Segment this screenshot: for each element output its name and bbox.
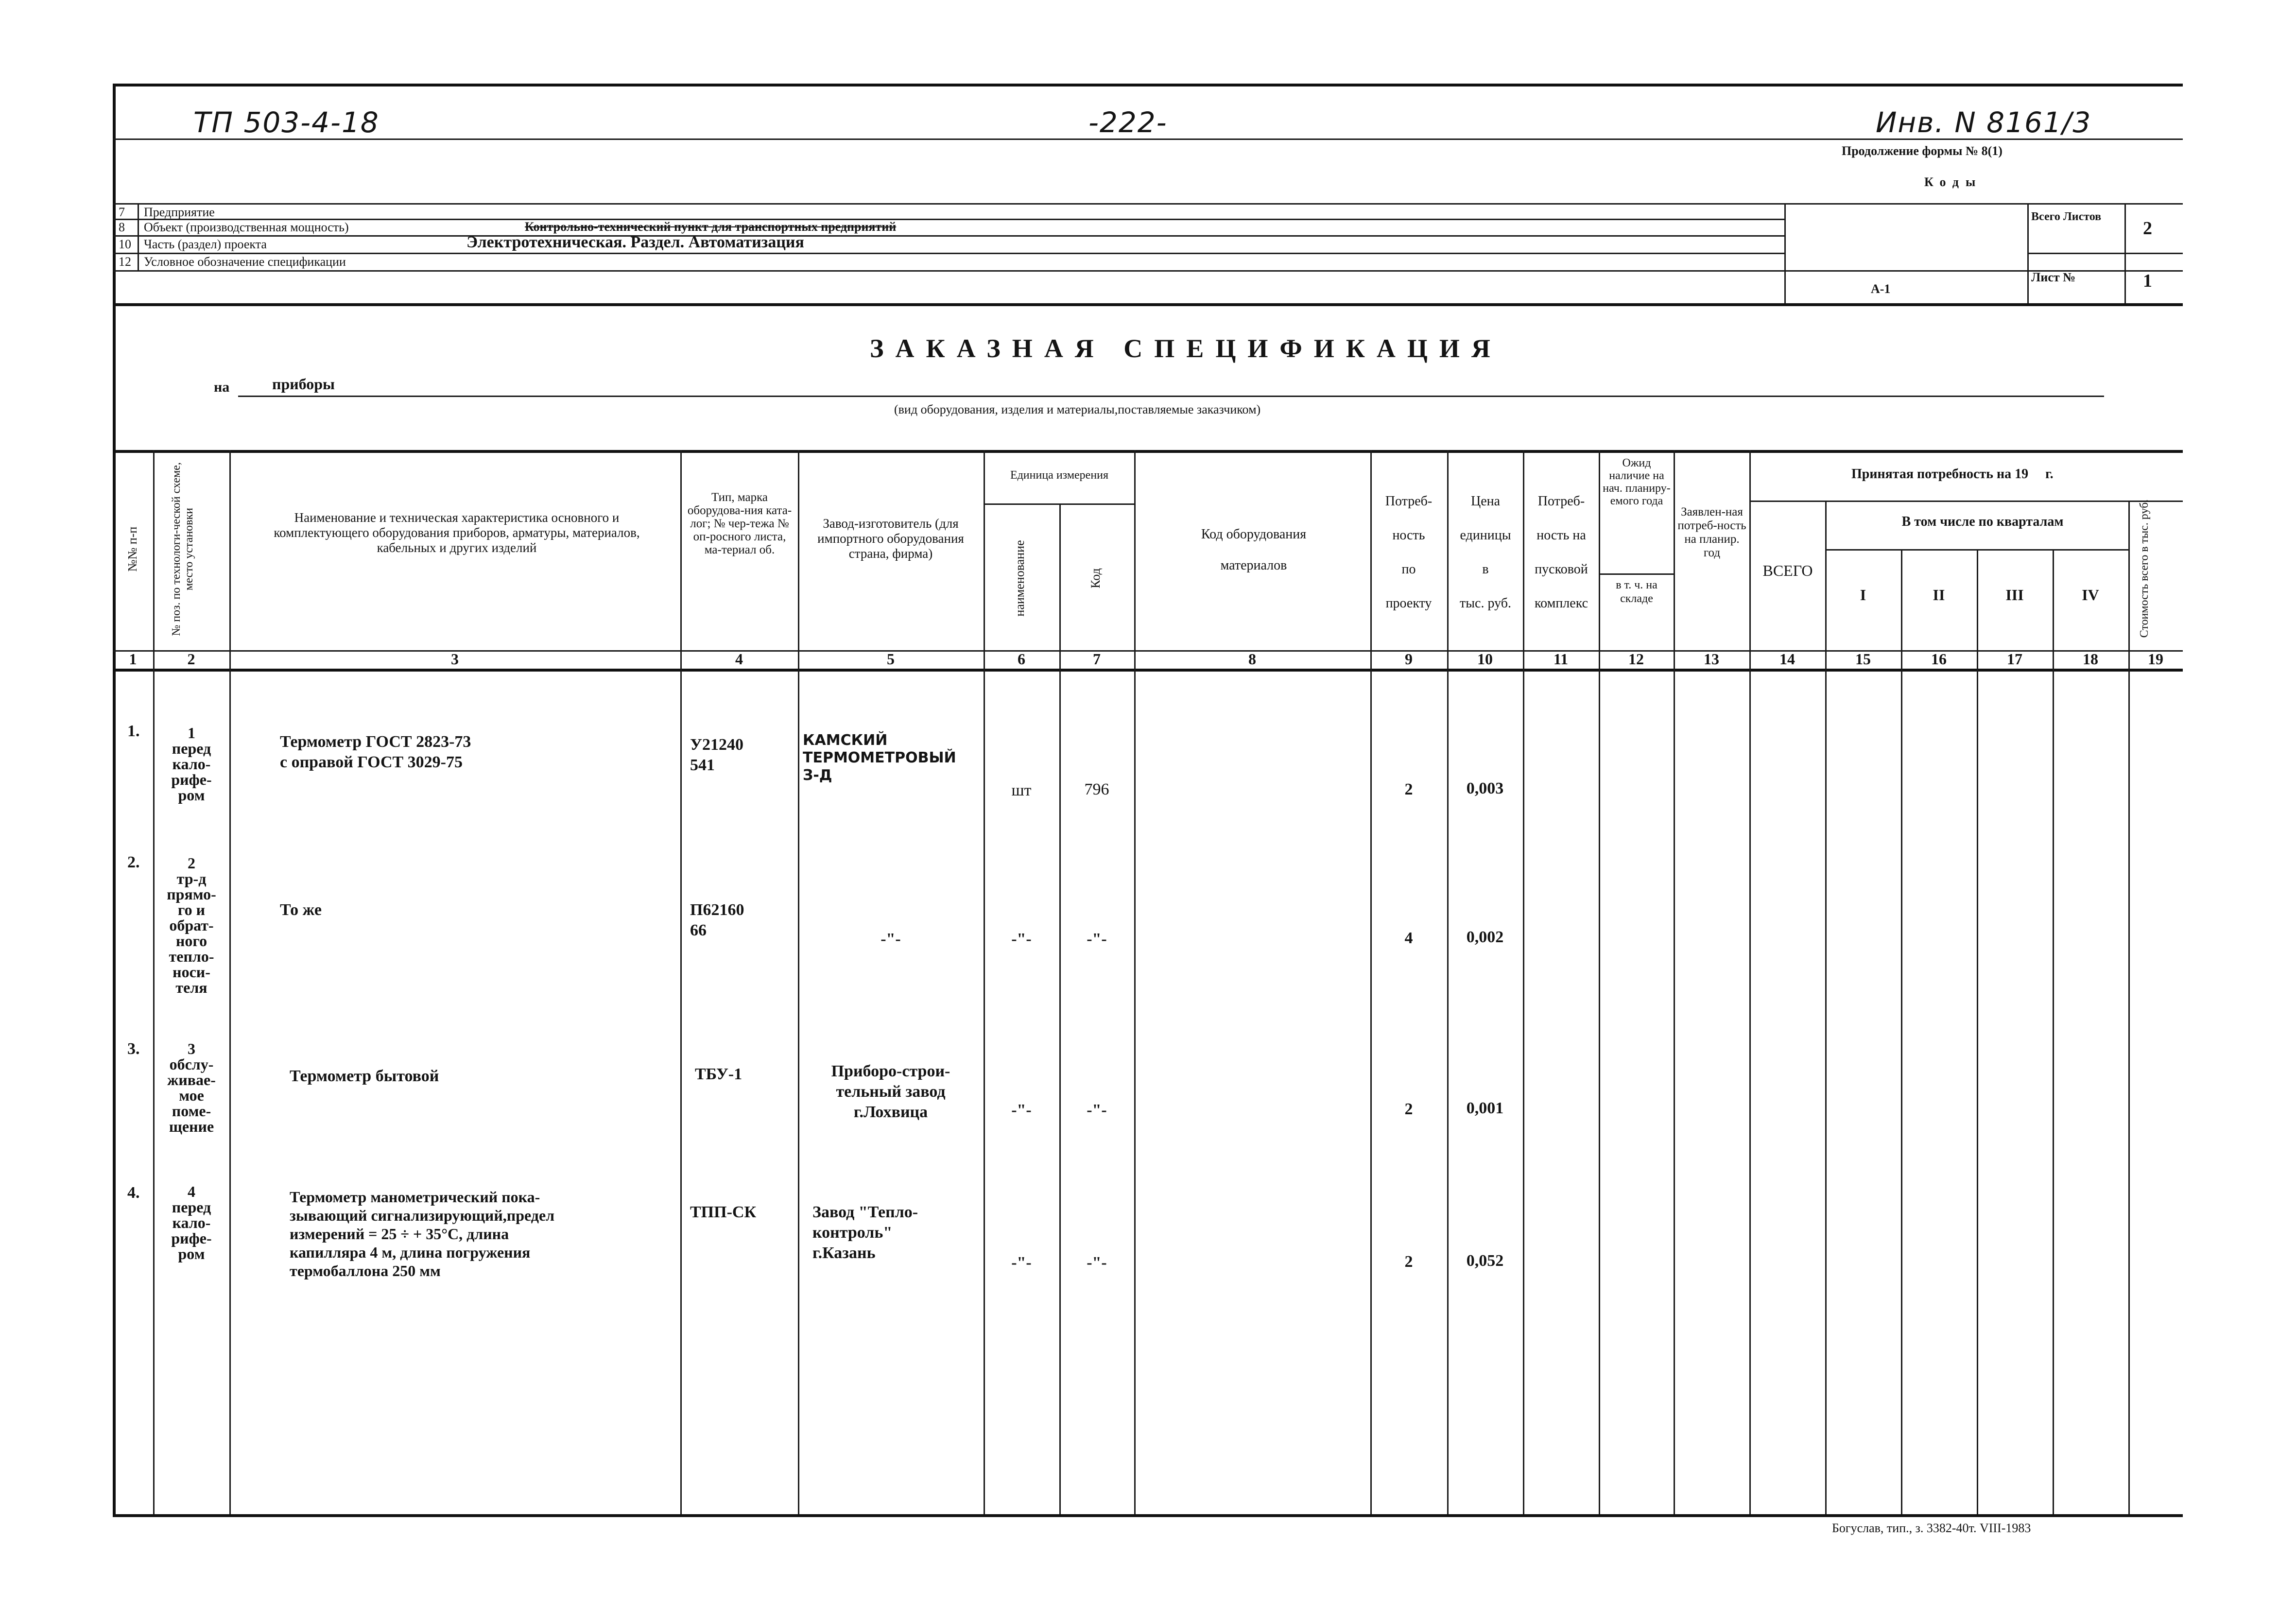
col-divider xyxy=(1674,450,1675,1514)
meta-value: Контрольно-технический пункт для транспортных предприятий xyxy=(525,220,897,234)
meta-num: 10 xyxy=(119,237,131,251)
row-maker: Завод "Тепло- контроль" г.Казань xyxy=(812,1203,918,1262)
table-top xyxy=(113,450,2183,453)
document-title: ЗАКАЗНАЯ СПЕЦИФИКАЦИЯ xyxy=(870,334,1502,363)
col-17-header: III xyxy=(2005,586,2024,604)
row-position: 3 обслу- живае- мое поме- щение xyxy=(167,1040,216,1135)
on-label: на xyxy=(214,379,230,395)
col-14-header: ВСЕГО xyxy=(1762,562,1813,579)
col-8-header-b: материалов xyxy=(1220,558,1287,573)
col-7-header: Код xyxy=(1088,568,1103,588)
column-number: 16 xyxy=(1931,650,1947,668)
col-divider xyxy=(680,450,682,1514)
column-number: 7 xyxy=(1093,650,1101,668)
meta-value: Электротехническая. Раздел. Автоматизация xyxy=(466,233,804,251)
row-name: То же xyxy=(280,901,322,919)
col-divider xyxy=(229,450,231,1514)
c12-split-line xyxy=(1599,573,1674,575)
inventory-number: Инв. N 8161/3 xyxy=(1876,106,2092,139)
table-bottom xyxy=(113,1514,2183,1517)
column-number: 14 xyxy=(1779,650,1795,668)
header-line: по xyxy=(1401,562,1416,577)
total-sheets-label: Всего Листов xyxy=(2031,210,2102,223)
meta-label: Предприятие xyxy=(144,205,215,219)
sheet-number-label: Лист № xyxy=(2031,270,2076,284)
col-5-header: Завод-изготовитель (для импортного оборудования страна, фирма) xyxy=(817,516,964,561)
row-number: 3. xyxy=(127,1040,140,1058)
row-quantity: 2 xyxy=(1404,1253,1413,1271)
meta-num-divider xyxy=(138,203,139,270)
meta-label: Часть (раздел) проекта xyxy=(144,237,267,251)
header-line: в xyxy=(1482,562,1489,577)
row-type: ТПП-СК xyxy=(690,1203,757,1221)
colnum-bottom-line xyxy=(113,669,2183,672)
meta-block-end xyxy=(113,303,2183,306)
column-number: 5 xyxy=(887,650,895,668)
header-line: пусковой xyxy=(1535,562,1588,577)
spec-code: А-1 xyxy=(1871,282,1891,296)
row-name: Термометр манометрический пока- зывающий сигнализирующий,предел измерений = 25 ÷ + 35°С, длина капилляра 4 м, длина погружения термобаллона 250 мм xyxy=(290,1188,555,1279)
header-line: единицы xyxy=(1460,528,1511,543)
top-border xyxy=(113,84,2183,86)
col-2-header: № поз. по технологи-ческой схеме, место установки xyxy=(170,462,195,636)
row-quantity: 4 xyxy=(1404,929,1413,947)
quarters-line xyxy=(1825,549,2128,551)
col-divider xyxy=(1901,549,1902,1514)
row-unit-code: -"- xyxy=(1087,930,1107,948)
accepted-line xyxy=(1749,501,2183,502)
on-note: (вид оборудования, изделия и материалы,поставляемые заказчиком) xyxy=(894,402,1261,416)
header-line: Цена xyxy=(1470,494,1501,509)
meta-num: 8 xyxy=(119,220,125,234)
row-number: 2. xyxy=(127,853,140,871)
form-continuation: Продолжение формы № 8(1) xyxy=(1842,144,2003,158)
row-unit-code: -"- xyxy=(1087,1101,1107,1119)
row-maker: КАМСКИЙ ТЕРМОМЕТРОВЫЙ З-Д xyxy=(803,732,956,784)
meta-line-3 xyxy=(113,253,1784,254)
row-unit-code: 796 xyxy=(1084,780,1109,798)
codes-label: Коды xyxy=(1924,175,1983,189)
header-line: тыс. руб. xyxy=(1460,596,1511,611)
row-number: 1. xyxy=(127,722,140,740)
row-price: 0,002 xyxy=(1466,928,1504,946)
col-19-header: Стоимость всего в тыс. руб. xyxy=(2138,499,2151,638)
row-maker: -"- xyxy=(880,930,901,948)
meta-codes-divider xyxy=(1784,203,1786,303)
column-number: 9 xyxy=(1405,650,1413,668)
row-type: П62160 66 xyxy=(690,901,744,939)
column-number: 12 xyxy=(1628,650,1644,668)
accepted-header: Принятая потребность на 19 г. xyxy=(1851,467,2054,482)
row-unit: -"- xyxy=(1011,1254,1032,1272)
total-sheets-value: 2 xyxy=(2143,218,2152,239)
col-12-warehouse-header: в т. ч. на складе xyxy=(1616,579,1657,605)
meta-line-2 xyxy=(113,235,1784,237)
column-number: 6 xyxy=(1018,650,1025,668)
col-15-header: I xyxy=(1860,586,1866,604)
col-divider xyxy=(798,450,799,1514)
meta-top-line xyxy=(113,203,2183,205)
col-3-header: Наименование и техническая характеристика основного и комплектующего оборудования приборов, арматуры, материалов, кабельных и других изделий xyxy=(274,510,640,555)
printer-footer: Богуслав, тип., з. 3382-40т. VIII-1983 xyxy=(1832,1521,2031,1535)
header-line: ность xyxy=(1392,528,1425,543)
meta-num: 7 xyxy=(119,205,125,219)
row-price: 0,052 xyxy=(1466,1252,1504,1270)
column-number: 1 xyxy=(129,650,137,668)
col-divider xyxy=(2053,549,2054,1514)
row-position: 2 тр-д прямо- го и обрат- ного тепло- носи- теля xyxy=(167,854,216,996)
col-18-header: IV xyxy=(2082,586,2099,604)
column-number: 15 xyxy=(1855,650,1871,668)
col-12-header: Ожид наличие на нач. планиру-емого года xyxy=(1603,457,1671,507)
row-maker: Приборо-строи- тельный завод г.Лохвица xyxy=(831,1062,950,1121)
col-6-header: наименование xyxy=(1013,540,1027,617)
row-price: 0,001 xyxy=(1466,1099,1504,1117)
page-number: -222- xyxy=(1088,106,1168,139)
quarters-header: В том числе по кварталам xyxy=(1901,514,2064,529)
header-line: ность на xyxy=(1536,528,1586,543)
document-code: ТП 503-4-18 xyxy=(193,106,380,139)
unit-group-line xyxy=(984,503,1134,505)
header-line: проекту xyxy=(1385,596,1432,611)
col-16-header: II xyxy=(1933,586,1945,604)
meta-label: Условное обозначение спецификации xyxy=(144,255,346,269)
column-number: 18 xyxy=(2083,650,2098,668)
row-number: 4. xyxy=(127,1184,140,1202)
col-divider xyxy=(1749,450,1751,1514)
meta-num: 12 xyxy=(119,255,131,269)
on-value: приборы xyxy=(272,375,335,393)
col-1-header: №№ п-п xyxy=(125,526,139,572)
row-type: У21240 541 xyxy=(690,736,743,774)
column-number: 8 xyxy=(1248,650,1256,668)
sheet-number-value: 1 xyxy=(2143,271,2152,291)
column-number: 13 xyxy=(1704,650,1719,668)
row-name: Термометр ГОСТ 2823-73 с оправой ГОСТ 3029-75 xyxy=(280,733,471,771)
col-divider xyxy=(1134,450,1136,1514)
column-number: 19 xyxy=(2148,650,2163,668)
row-quantity: 2 xyxy=(1404,1100,1413,1118)
row-unit: шт xyxy=(1011,781,1032,799)
row-unit: -"- xyxy=(1011,1101,1032,1119)
column-number: 3 xyxy=(451,650,459,668)
col-divider xyxy=(1977,549,1978,1514)
header-line: Потреб- xyxy=(1537,494,1585,509)
row-position: 4 перед кало- рифе- ром xyxy=(171,1183,212,1262)
row-unit: -"- xyxy=(1011,930,1032,948)
meta-line-1 xyxy=(113,219,1784,220)
row-name: Термометр бытовой xyxy=(290,1067,439,1085)
col-divider xyxy=(984,450,985,1514)
left-border xyxy=(113,84,116,1517)
on-underline xyxy=(238,396,2104,397)
col-divider xyxy=(1599,450,1600,1514)
row-unit-code: -"- xyxy=(1087,1254,1107,1272)
column-number: 10 xyxy=(1477,650,1493,668)
header-line: Потреб- xyxy=(1385,494,1433,509)
col-13-header: Заявлен-ная потреб-ность на планир. год xyxy=(1677,505,1746,559)
row-position: 1 перед кало- рифе- ром xyxy=(171,724,212,804)
header-divider xyxy=(113,138,2183,140)
row-price: 0,003 xyxy=(1466,779,1504,797)
column-number: 17 xyxy=(2007,650,2022,668)
meta-bottom-line xyxy=(113,270,2183,272)
row-quantity: 2 xyxy=(1404,780,1413,798)
column-number: 2 xyxy=(187,650,195,668)
unit-group-header: Единица измерения xyxy=(1010,469,1109,482)
row-type: ТБУ-1 xyxy=(695,1065,742,1083)
column-number: 4 xyxy=(735,650,743,668)
col-4-header: Тип, марка оборудова-ния ката-лог; № чер-тежа № оп-росного листа, ма-териал об. xyxy=(687,491,792,556)
meta-label: Объект (производственная мощность) xyxy=(144,220,349,234)
header-line: комплекс xyxy=(1534,596,1588,611)
meta-sheets-split xyxy=(2027,253,2183,254)
col-8-header-a: Код оборудования xyxy=(1201,527,1307,542)
column-number: 11 xyxy=(1553,650,1569,668)
